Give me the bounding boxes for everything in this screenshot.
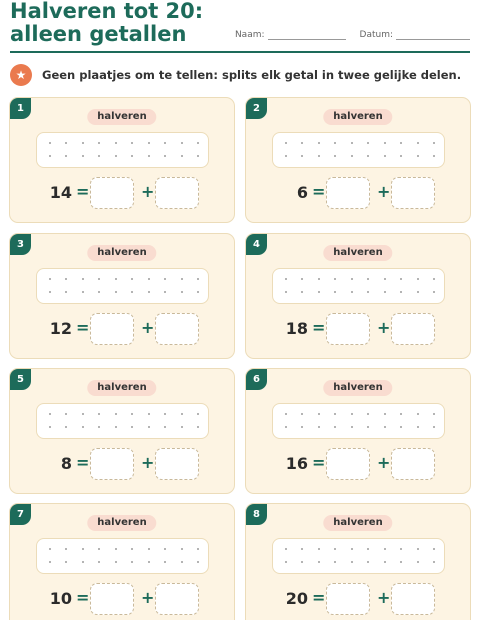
guide-dot: [65, 155, 67, 157]
guide-dot: [384, 561, 386, 563]
guide-dot: [367, 561, 369, 563]
guide-dot: [131, 142, 133, 144]
dot-writing-area[interactable]: [272, 132, 445, 168]
instruction-text: Geen plaatjes om te tellen: splits elk getal in twee gelijke delen.: [42, 68, 462, 82]
dot-row: [49, 278, 199, 280]
guide-dot: [82, 413, 84, 415]
dot-row: [49, 291, 199, 293]
guide-dot: [65, 142, 67, 144]
dot-row: [285, 155, 435, 157]
guide-dot: [49, 413, 51, 415]
halving-equation: [246, 313, 470, 347]
guide-dot: [351, 561, 353, 563]
guide-dot: [131, 413, 133, 415]
equals-sign: =: [76, 182, 90, 201]
header-divider: [10, 51, 470, 53]
guide-dot: [400, 413, 402, 415]
guide-dot: [334, 278, 336, 280]
guide-dot: [197, 548, 199, 550]
guide-dot: [197, 155, 199, 157]
guide-dot: [367, 278, 369, 280]
answer-box-second-half[interactable]: [391, 583, 435, 615]
answer-box-first-half[interactable]: [326, 177, 370, 209]
guide-dot: [285, 548, 287, 550]
guide-dot: [181, 426, 183, 428]
guide-dot: [164, 291, 166, 293]
guide-dot: [197, 291, 199, 293]
exercise-card: [245, 503, 471, 620]
guide-dot: [400, 548, 402, 550]
guide-dot: [285, 561, 287, 563]
exercise-number-badge: 2: [246, 98, 267, 119]
guide-dot: [318, 291, 320, 293]
guide-dot: [131, 548, 133, 550]
guide-dot: [65, 548, 67, 550]
dot-row: [285, 142, 435, 144]
answer-box-first-half[interactable]: [326, 313, 370, 345]
guide-dot: [301, 413, 303, 415]
guide-dot: [197, 142, 199, 144]
guide-dot: [181, 291, 183, 293]
guide-dot: [318, 548, 320, 550]
halving-equation: [10, 583, 234, 617]
equals-sign: =: [312, 453, 326, 472]
guide-dot: [334, 548, 336, 550]
dot-row: [285, 426, 435, 428]
dot-writing-area[interactable]: [36, 132, 209, 168]
guide-dot: [98, 155, 100, 157]
guide-dot: [49, 548, 51, 550]
halveren-label: halveren: [323, 245, 392, 261]
whole-number: 18: [285, 319, 308, 338]
page-title: Halveren tot 20: alleen getallen: [10, 0, 204, 46]
guide-dot: [384, 142, 386, 144]
guide-dot: [115, 561, 117, 563]
guide-dot: [82, 142, 84, 144]
guide-dot: [301, 278, 303, 280]
guide-dot: [367, 142, 369, 144]
guide-dot: [148, 142, 150, 144]
guide-dot: [164, 413, 166, 415]
dot-row: [285, 291, 435, 293]
guide-dot: [334, 291, 336, 293]
name-field[interactable]: [235, 30, 346, 40]
exercise-number-badge: 5: [10, 369, 31, 390]
answer-box-first-half[interactable]: [90, 448, 134, 480]
equals-sign: =: [76, 588, 90, 607]
dot-row: [49, 561, 199, 563]
dot-row: [49, 548, 199, 550]
exercise-card: [9, 503, 235, 620]
guide-dot: [49, 426, 51, 428]
guide-dot: [65, 278, 67, 280]
guide-dot: [433, 291, 435, 293]
dot-writing-area[interactable]: [36, 538, 209, 574]
guide-dot: [301, 426, 303, 428]
guide-dot: [351, 278, 353, 280]
guide-dot: [148, 291, 150, 293]
guide-dot: [131, 426, 133, 428]
halving-equation: [246, 448, 470, 482]
answer-box-second-half[interactable]: [155, 583, 199, 615]
equals-sign: =: [312, 318, 326, 337]
guide-dot: [148, 548, 150, 550]
guide-dot: [351, 142, 353, 144]
guide-dot: [49, 155, 51, 157]
guide-dot: [115, 426, 117, 428]
guide-dot: [367, 291, 369, 293]
guide-dot: [285, 278, 287, 280]
whole-number: 10: [49, 589, 72, 608]
guide-dot: [49, 142, 51, 144]
guide-dot: [318, 142, 320, 144]
exercise-card: [245, 368, 471, 494]
answer-box-first-half[interactable]: [326, 583, 370, 615]
guide-dot: [367, 426, 369, 428]
guide-dot: [301, 561, 303, 563]
plus-sign: +: [377, 453, 391, 472]
guide-dot: [82, 548, 84, 550]
guide-dot: [197, 561, 199, 563]
date-line[interactable]: [396, 31, 470, 40]
whole-number: 8: [60, 454, 72, 473]
guide-dot: [148, 155, 150, 157]
guide-dot: [433, 426, 435, 428]
guide-dot: [351, 548, 353, 550]
guide-dot: [82, 278, 84, 280]
guide-dot: [318, 561, 320, 563]
guide-dot: [318, 278, 320, 280]
halveren-label: halveren: [323, 380, 392, 396]
equals-sign: =: [76, 318, 90, 337]
guide-dot: [181, 278, 183, 280]
exercise-number-badge: 3: [10, 234, 31, 255]
guide-dot: [417, 278, 419, 280]
guide-dot: [334, 142, 336, 144]
guide-dot: [181, 548, 183, 550]
exercise-number-badge: 8: [246, 504, 267, 525]
guide-dot: [367, 548, 369, 550]
guide-dot: [367, 413, 369, 415]
halving-equation: [246, 583, 470, 617]
guide-dot: [197, 278, 199, 280]
guide-dot: [65, 561, 67, 563]
guide-dot: [65, 413, 67, 415]
guide-dot: [384, 548, 386, 550]
guide-dot: [181, 561, 183, 563]
dot-row: [285, 278, 435, 280]
name-date-fields: [235, 30, 470, 40]
halving-equation: [10, 177, 234, 211]
answer-box-second-half[interactable]: [391, 448, 435, 480]
guide-dot: [301, 291, 303, 293]
name-line[interactable]: [268, 31, 346, 40]
equals-sign: =: [312, 588, 326, 607]
guide-dot: [400, 426, 402, 428]
guide-dot: [115, 413, 117, 415]
guide-dot: [164, 142, 166, 144]
whole-number: 20: [285, 589, 308, 608]
guide-dot: [82, 426, 84, 428]
guide-dot: [417, 561, 419, 563]
guide-dot: [115, 548, 117, 550]
guide-dot: [384, 426, 386, 428]
guide-dot: [351, 155, 353, 157]
guide-dot: [384, 155, 386, 157]
guide-dot: [400, 291, 402, 293]
dot-writing-area[interactable]: [272, 268, 445, 304]
answer-box-first-half[interactable]: [90, 313, 134, 345]
guide-dot: [318, 426, 320, 428]
guide-dot: [301, 155, 303, 157]
guide-dot: [181, 155, 183, 157]
guide-dot: [433, 278, 435, 280]
guide-dot: [181, 142, 183, 144]
guide-dot: [433, 155, 435, 157]
guide-dot: [334, 155, 336, 157]
guide-dot: [334, 561, 336, 563]
guide-dot: [417, 548, 419, 550]
exercise-number-badge: 7: [10, 504, 31, 525]
guide-dot: [49, 278, 51, 280]
guide-dot: [115, 291, 117, 293]
guide-dot: [433, 413, 435, 415]
guide-dot: [98, 291, 100, 293]
dot-row: [285, 548, 435, 550]
exercise-number-badge: 4: [246, 234, 267, 255]
guide-dot: [400, 155, 402, 157]
dot-row: [49, 155, 199, 157]
dot-row: [49, 142, 199, 144]
answer-box-second-half[interactable]: [391, 313, 435, 345]
equals-sign: =: [76, 453, 90, 472]
guide-dot: [351, 291, 353, 293]
guide-dot: [400, 278, 402, 280]
guide-dot: [49, 561, 51, 563]
plus-sign: +: [141, 453, 155, 472]
whole-number: 12: [49, 319, 72, 338]
plus-sign: +: [377, 588, 391, 607]
guide-dot: [417, 155, 419, 157]
name-label: Naam:: [234, 30, 265, 40]
guide-dot: [285, 413, 287, 415]
guide-dot: [131, 561, 133, 563]
guide-dot: [98, 413, 100, 415]
whole-number: 14: [49, 183, 72, 202]
date-label: Datum:: [359, 30, 393, 40]
star-icon: ★: [10, 64, 32, 86]
exercise-card: [9, 233, 235, 359]
answer-box-second-half[interactable]: [391, 177, 435, 209]
guide-dot: [433, 548, 435, 550]
guide-dot: [65, 426, 67, 428]
guide-dot: [82, 291, 84, 293]
guide-dot: [164, 155, 166, 157]
guide-dot: [334, 426, 336, 428]
guide-dot: [164, 561, 166, 563]
equals-sign: =: [312, 182, 326, 201]
guide-dot: [98, 426, 100, 428]
guide-dot: [433, 561, 435, 563]
halving-equation: [10, 448, 234, 482]
answer-box-first-half[interactable]: [90, 583, 134, 615]
guide-dot: [115, 155, 117, 157]
guide-dot: [98, 278, 100, 280]
guide-dot: [318, 155, 320, 157]
guide-dot: [148, 413, 150, 415]
plus-sign: +: [377, 182, 391, 201]
guide-dot: [301, 142, 303, 144]
guide-dot: [318, 413, 320, 415]
halving-equation: [246, 177, 470, 211]
guide-dot: [82, 155, 84, 157]
guide-dot: [148, 426, 150, 428]
guide-dot: [181, 413, 183, 415]
guide-dot: [400, 142, 402, 144]
dot-row: [49, 426, 199, 428]
instruction-bar: [10, 62, 470, 88]
guide-dot: [285, 426, 287, 428]
plus-sign: +: [141, 182, 155, 201]
halveren-label: halveren: [323, 515, 392, 531]
guide-dot: [164, 278, 166, 280]
guide-dot: [115, 142, 117, 144]
guide-dot: [197, 426, 199, 428]
guide-dot: [301, 548, 303, 550]
date-field[interactable]: [360, 30, 470, 40]
whole-number: 16: [285, 454, 308, 473]
guide-dot: [433, 142, 435, 144]
guide-dot: [98, 142, 100, 144]
dot-writing-area[interactable]: [36, 403, 209, 439]
guide-dot: [82, 561, 84, 563]
guide-dot: [164, 548, 166, 550]
guide-dot: [384, 291, 386, 293]
exercise-card: [245, 233, 471, 359]
answer-box-first-half[interactable]: [326, 448, 370, 480]
guide-dot: [351, 413, 353, 415]
guide-dot: [164, 426, 166, 428]
guide-dot: [148, 561, 150, 563]
dot-row: [285, 561, 435, 563]
guide-dot: [285, 155, 287, 157]
guide-dot: [148, 278, 150, 280]
guide-dot: [417, 291, 419, 293]
guide-dot: [351, 426, 353, 428]
whole-number: 6: [296, 183, 308, 202]
guide-dot: [285, 291, 287, 293]
guide-dot: [131, 291, 133, 293]
plus-sign: +: [141, 588, 155, 607]
guide-dot: [384, 413, 386, 415]
exercise-card: [245, 97, 471, 223]
guide-dot: [417, 142, 419, 144]
exercise-card: [9, 368, 235, 494]
worksheet-header: [10, 0, 470, 52]
answer-box-second-half[interactable]: [155, 313, 199, 345]
answer-box-first-half[interactable]: [90, 177, 134, 209]
guide-dot: [400, 561, 402, 563]
guide-dot: [98, 561, 100, 563]
guide-dot: [131, 155, 133, 157]
answer-box-second-half[interactable]: [155, 448, 199, 480]
halveren-label: halveren: [87, 245, 156, 261]
guide-dot: [65, 291, 67, 293]
answer-box-second-half[interactable]: [155, 177, 199, 209]
guide-dot: [115, 278, 117, 280]
halveren-label: halveren: [323, 109, 392, 125]
guide-dot: [49, 291, 51, 293]
guide-dot: [98, 548, 100, 550]
exercise-number-badge: 1: [10, 98, 31, 119]
guide-dot: [334, 413, 336, 415]
guide-dot: [367, 155, 369, 157]
exercise-number-badge: 6: [246, 369, 267, 390]
dot-writing-area[interactable]: [272, 403, 445, 439]
dot-writing-area[interactable]: [36, 268, 209, 304]
halveren-label: halveren: [87, 515, 156, 531]
guide-dot: [285, 142, 287, 144]
dot-row: [49, 413, 199, 415]
guide-dot: [384, 278, 386, 280]
halving-equation: [10, 313, 234, 347]
guide-dot: [417, 426, 419, 428]
guide-dot: [131, 278, 133, 280]
guide-dot: [197, 413, 199, 415]
halveren-label: halveren: [87, 109, 156, 125]
dot-writing-area[interactable]: [272, 538, 445, 574]
exercise-card: [9, 97, 235, 223]
plus-sign: +: [141, 318, 155, 337]
plus-sign: +: [377, 318, 391, 337]
dot-row: [285, 413, 435, 415]
halveren-label: halveren: [87, 380, 156, 396]
guide-dot: [417, 413, 419, 415]
